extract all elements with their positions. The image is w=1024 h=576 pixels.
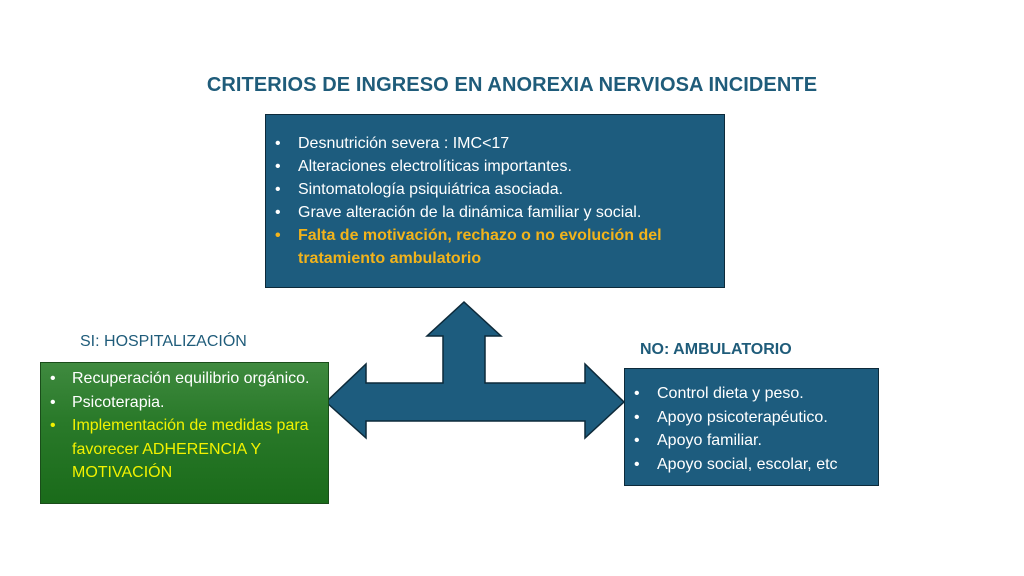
criteria-item: • Alteraciones electrolíticas importantes. [266,155,716,178]
outpatient-item: • Apoyo social, escolar, etc [625,453,874,477]
outpatient-item: • Apoyo psicoterapéutico. [625,406,874,430]
three-way-arrow-shape [326,302,624,438]
criteria-item: • Sintomatología psiquiátrica asociada. [266,178,716,201]
hospitalization-item: • Recuperación equilibrio orgánico. [41,367,322,391]
outpatient-list [625,382,874,476]
three-way-arrow [326,298,628,440]
criteria-list [266,132,716,270]
hospitalization-label: SI: HOSPITALIZACIÓN [80,333,247,350]
outpatient-item: • Control dieta y peso. [625,382,874,406]
hospitalization-item: • Psicoterapia. [41,391,322,415]
outpatient-box [624,368,879,486]
criteria-item: • Desnutrición severa : IMC<17 [266,132,716,155]
outpatient-item: • Apoyo familiar. [625,429,874,453]
diagram-title: CRITERIOS DE INGRESO EN ANOREXIA NERVIOSA INCIDENTE [206,74,818,96]
hospitalization-list [41,367,322,485]
hospitalization-box [40,362,329,504]
criteria-box [265,114,725,288]
hospitalization-item-highlight: • Implementación de medidas para favorecer ADHERENCIA Y MOTIVACIÓN [41,414,322,485]
criteria-item: • Grave alteración de la dinámica familiar y social. [266,201,716,224]
outpatient-label: NO: AMBULATORIO [640,341,792,358]
criteria-item-highlight: • Falta de motivación, rechazo o no evolución del tratamiento ambulatorio [266,224,716,270]
